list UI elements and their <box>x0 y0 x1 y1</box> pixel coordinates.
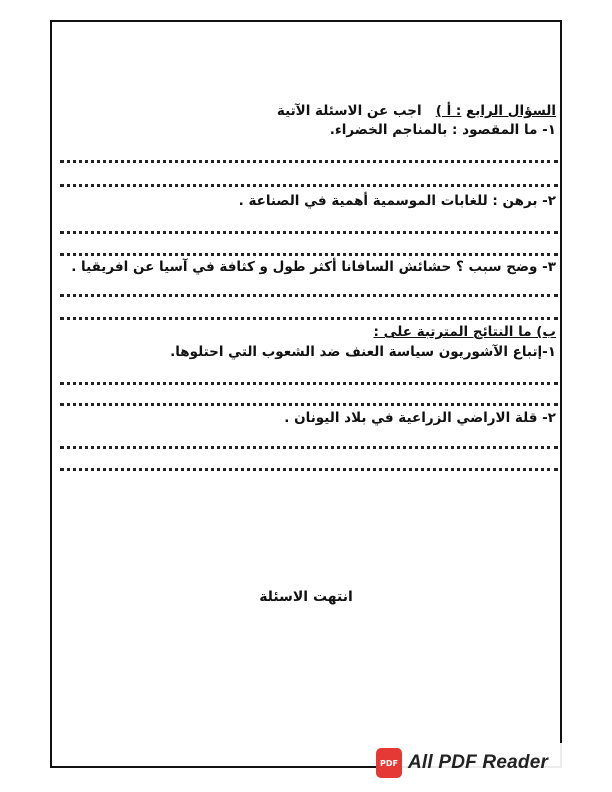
app-watermark <box>376 743 571 783</box>
question-4-heading <box>60 102 556 120</box>
answer-line <box>60 178 558 187</box>
question-item-3: ٣- وضح سبب ؟ حشائش السافانا أكثر طول و كثافة في آسيا عن افريقيا . <box>71 259 556 275</box>
exam-content <box>52 22 560 766</box>
part-b-item-1: ١-إتباع الآشوريون سياسة العنف ضد الشعوب التي احتلوها. <box>170 344 556 360</box>
question-4-instruction: اجب عن الاسئلة الآتية <box>276 103 422 119</box>
exam-page <box>50 20 562 768</box>
question-item-2: ٢- برهن : للغابات الموسمية أهمية في الصناعة . <box>238 193 556 209</box>
answer-line <box>60 376 558 385</box>
question-4-title: السؤال الرابع <box>466 103 556 119</box>
answer-line <box>60 462 558 471</box>
pdf-badge-label: PDF <box>380 758 398 768</box>
part-b-heading: ب) ما النتائج المترتبة على : <box>373 324 556 340</box>
answer-line <box>60 288 558 297</box>
answer-line <box>60 440 558 449</box>
answer-line <box>60 247 558 256</box>
answer-line <box>60 225 558 234</box>
pdf-file-icon <box>376 748 402 778</box>
answer-line <box>60 154 558 163</box>
question-4-part-a: : أ ) <box>435 103 462 119</box>
answer-line <box>60 311 558 320</box>
answer-line <box>60 397 558 406</box>
question-item-1: ١- ما المقصود : بالمناجم الخضراء. <box>329 122 556 138</box>
watermark-text: All PDF Reader <box>408 752 549 773</box>
part-b-item-2: ٢- قلة الاراضي الزراعية في بلاد اليونان . <box>284 410 556 426</box>
end-of-questions: انتهت الاسئلة <box>259 589 353 605</box>
